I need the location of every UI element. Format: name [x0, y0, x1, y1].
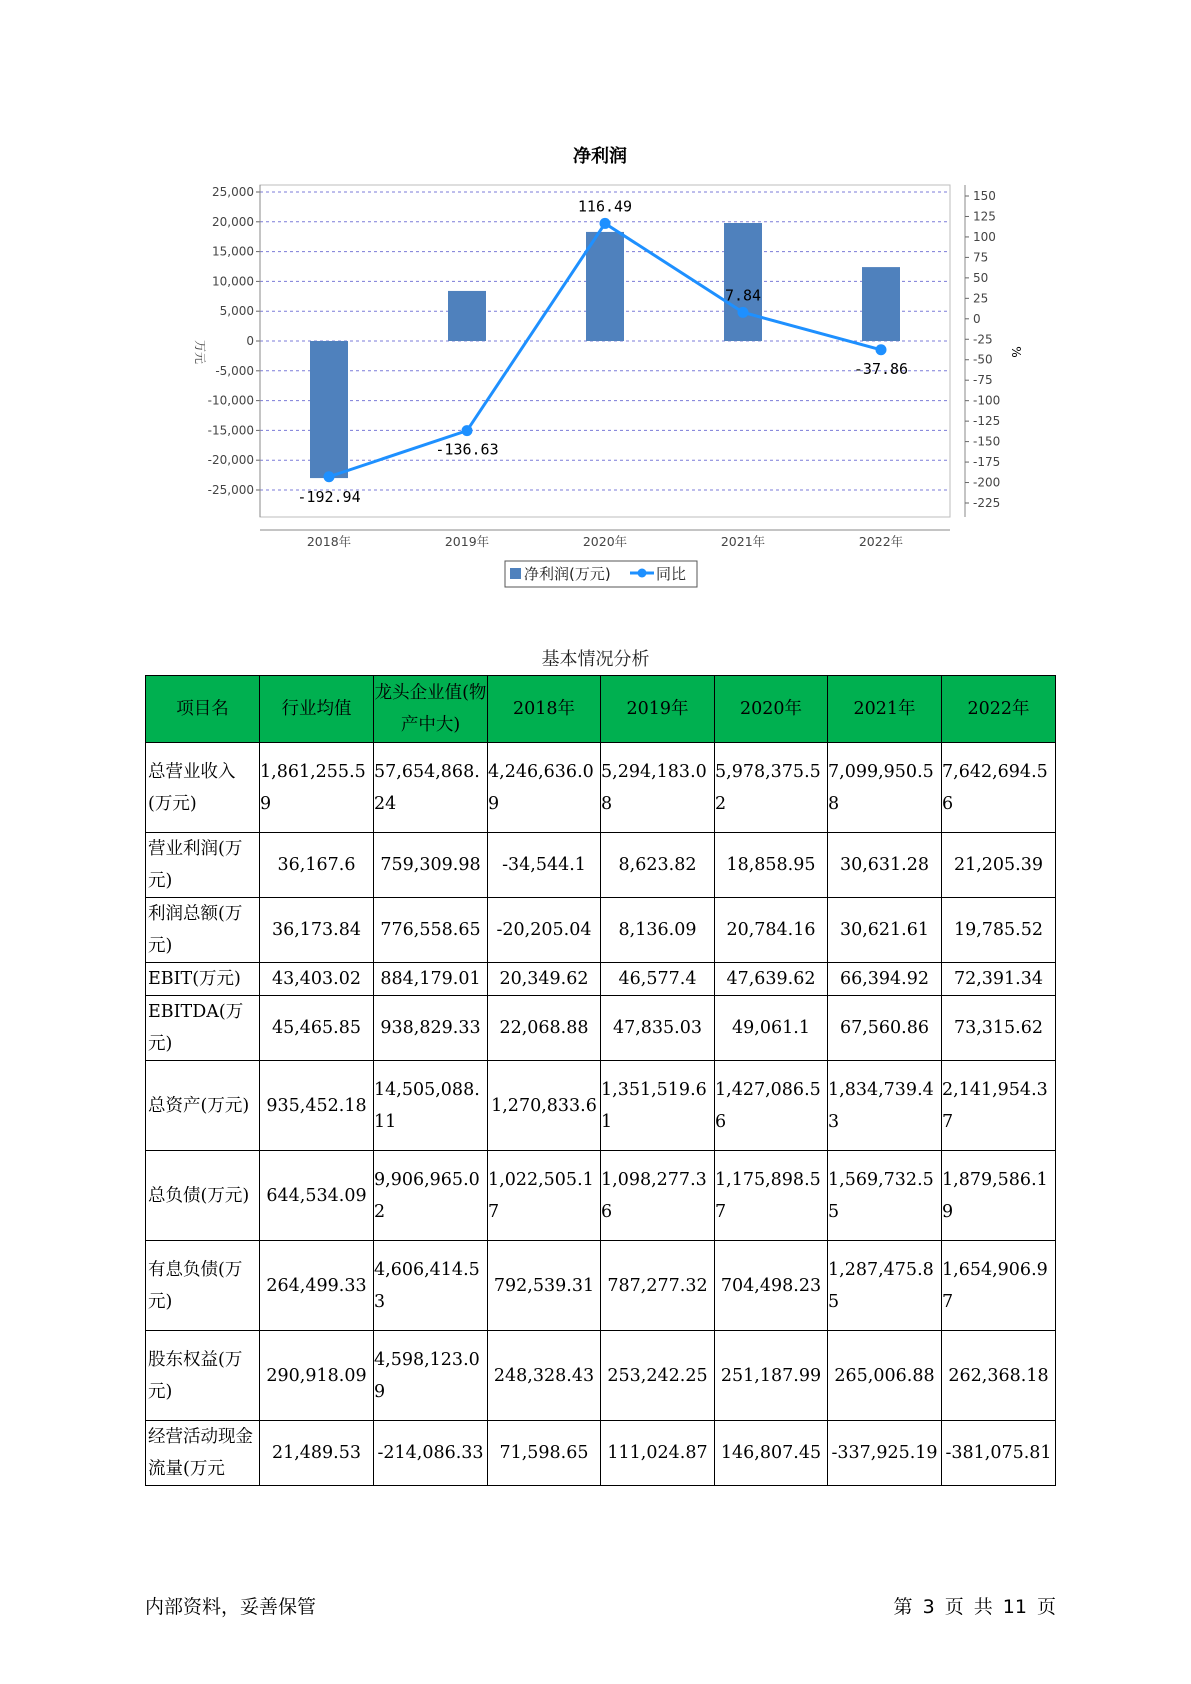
y-tick-label: 15,000: [212, 244, 254, 259]
table-cell: 935,452.18: [260, 1061, 374, 1151]
table-row: [146, 1151, 1056, 1241]
y2-tick-label: -50: [973, 352, 993, 367]
row-label: EBIT(万元): [146, 963, 260, 996]
table-cell: 7,099,950.58: [828, 743, 942, 833]
row-label: 有息负债(万元): [146, 1241, 260, 1331]
table-cell: -34,544.1: [488, 833, 601, 898]
table-header-cell: 项目名: [146, 676, 260, 743]
legend-bar-label: 净利润(万元): [524, 565, 611, 583]
table-cell: 938,829.33: [374, 996, 488, 1061]
table-cell: 1,270,833.6: [488, 1061, 601, 1151]
table-cell: 265,006.88: [828, 1331, 942, 1421]
table-cell: 262,368.18: [942, 1331, 1056, 1421]
table-cell: 5,294,183.08: [601, 743, 715, 833]
x-tick-label: 2022年: [858, 534, 904, 549]
table-header-cell: 行业均值: [260, 676, 374, 743]
table-cell: 67,560.86: [828, 996, 942, 1061]
table-row: [146, 898, 1056, 963]
table-cell: 20,349.62: [488, 963, 601, 996]
table-cell: 290,918.09: [260, 1331, 374, 1421]
table-cell: 30,631.28: [828, 833, 942, 898]
table-header-cell: 2022年: [942, 676, 1056, 743]
table-cell: 20,784.16: [715, 898, 828, 963]
table-cell: 18,858.95: [715, 833, 828, 898]
table-cell: 264,499.33: [260, 1241, 374, 1331]
table-cell: 1,879,586.19: [942, 1151, 1056, 1241]
table-cell: 21,489.53: [260, 1421, 374, 1486]
chart-title: 净利润: [573, 146, 627, 167]
y-tick-label: -20,000: [207, 453, 254, 468]
table-header-cell: 2020年: [715, 676, 828, 743]
table-header-cell: 2021年: [828, 676, 942, 743]
x-tick-label: 2019年: [444, 534, 490, 549]
table-cell: 21,205.39: [942, 833, 1056, 898]
table-cell: 47,639.62: [715, 963, 828, 996]
table-cell: 792,539.31: [488, 1241, 601, 1331]
table-cell: 1,861,255.59: [260, 743, 374, 833]
table-cell: -214,086.33: [374, 1421, 488, 1486]
row-label: 总营业收入(万元): [146, 743, 260, 833]
table-cell: 759,309.98: [374, 833, 488, 898]
table-header-cell: 龙头企业值(物产中大): [374, 676, 488, 743]
table-cell: 57,654,868.24: [374, 743, 488, 833]
table-cell: 45,465.85: [260, 996, 374, 1061]
table-cell: 704,498.23: [715, 1241, 828, 1331]
table-cell: 1,427,086.56: [715, 1061, 828, 1151]
footer-page-number: 第 3 页 共 11 页: [893, 1596, 1056, 1618]
table-header-cell: 2018年: [488, 676, 601, 743]
row-label: 利润总额(万元): [146, 898, 260, 963]
table-cell: 248,328.43: [488, 1331, 601, 1421]
row-label: 营业利润(万元): [146, 833, 260, 898]
table-row: [146, 1241, 1056, 1331]
y-tick-label: 10,000: [212, 274, 254, 289]
y2-tick-label: -175: [973, 455, 1001, 470]
table-cell: 644,534.09: [260, 1151, 374, 1241]
table-row: [146, 1331, 1056, 1421]
net-profit-chart: [0, 0, 1191, 600]
y2-tick-label: 100: [973, 229, 996, 244]
table-cell: 7,642,694.56: [942, 743, 1056, 833]
table-row: [146, 1421, 1056, 1486]
y2-tick-label: 50: [973, 270, 989, 285]
table-cell: 73,315.62: [942, 996, 1056, 1061]
x-tick-label: 2018年: [306, 534, 352, 549]
table-cell: 1,287,475.85: [828, 1241, 942, 1331]
y2-tick-label: -25: [973, 332, 993, 347]
y-tick-label: -10,000: [207, 393, 254, 408]
y-tick-label: 5,000: [219, 304, 254, 319]
table-header-row: [146, 676, 1056, 743]
y2-tick-label: 125: [973, 209, 996, 224]
table-cell: 66,394.92: [828, 963, 942, 996]
table-cell: 47,835.03: [601, 996, 715, 1061]
table-cell: -381,075.81: [942, 1421, 1056, 1486]
y2-axis-label: %: [1009, 346, 1023, 358]
table-cell: -337,925.19: [828, 1421, 942, 1486]
bar: [724, 223, 762, 341]
y-tick-label: -5,000: [215, 363, 254, 378]
table-cell: -20,205.04: [488, 898, 601, 963]
table-cell: 1,022,505.17: [488, 1151, 601, 1241]
yoy-data-label: -192.94: [297, 487, 361, 506]
table-cell: 36,173.84: [260, 898, 374, 963]
table-cell: 253,242.25: [601, 1331, 715, 1421]
table-cell: 884,179.01: [374, 963, 488, 996]
table-cell: 1,175,898.57: [715, 1151, 828, 1241]
table-row: [146, 963, 1056, 996]
row-label: EBITDA(万元): [146, 996, 260, 1061]
y2-tick-label: 75: [973, 250, 989, 265]
chart-canvas: [0, 0, 1191, 600]
y-tick-label: -15,000: [207, 423, 254, 438]
bar: [310, 341, 348, 478]
bar: [586, 232, 624, 341]
y2-tick-label: -225: [973, 496, 1001, 510]
table-header-cell: 2019年: [601, 676, 715, 743]
table-cell: 14,505,088.11: [374, 1061, 488, 1151]
yoy-data-label: -136.63: [435, 440, 499, 459]
table-cell: 1,654,906.97: [942, 1241, 1056, 1331]
table-cell: 111,024.87: [601, 1421, 715, 1486]
row-label: 经营活动现金流量(万元: [146, 1421, 260, 1486]
yoy-point: [324, 471, 335, 482]
table-cell: 43,403.02: [260, 963, 374, 996]
y2-tick-label: 0: [973, 311, 981, 326]
y2-tick-label: 150: [973, 189, 996, 203]
table-cell: 251,187.99: [715, 1331, 828, 1421]
table-cell: 36,167.6: [260, 833, 374, 898]
x-tick-label: 2020年: [582, 534, 628, 549]
table-cell: 1,098,277.36: [601, 1151, 715, 1241]
y2-tick-label: -100: [973, 393, 1001, 408]
table-row: [146, 833, 1056, 898]
table-cell: 8,623.82: [601, 833, 715, 898]
bar: [862, 267, 900, 341]
yoy-point: [600, 218, 611, 229]
legend-line-marker: [638, 569, 647, 578]
y2-tick-label: 25: [973, 291, 989, 306]
yoy-point: [462, 425, 473, 436]
y2-tick-label: -150: [973, 434, 1001, 449]
table-cell: 1,351,519.61: [601, 1061, 715, 1151]
table-cell: 787,277.32: [601, 1241, 715, 1331]
legend-bar-swatch: [510, 568, 521, 579]
table-cell: 776,558.65: [374, 898, 488, 963]
yoy-point: [876, 344, 887, 355]
yoy-data-label: 116.49: [577, 197, 633, 216]
row-label: 股东权益(万元): [146, 1331, 260, 1421]
table-cell: 146,807.45: [715, 1421, 828, 1486]
table-cell: 22,068.88: [488, 996, 601, 1061]
table-title: 基本情况分析: [541, 649, 650, 670]
yoy-data-label: 7.84: [724, 286, 762, 305]
table-cell: 4,598,123.09: [374, 1331, 488, 1421]
table-cell: 9,906,965.02: [374, 1151, 488, 1241]
table-cell: 1,834,739.43: [828, 1061, 942, 1151]
basic-analysis-table: [145, 675, 1056, 1486]
table-cell: 71,598.65: [488, 1421, 601, 1486]
bar: [448, 291, 486, 341]
table-cell: 1,569,732.55: [828, 1151, 942, 1241]
y-axis-label: 万元: [193, 339, 207, 365]
table-cell: 46,577.4: [601, 963, 715, 996]
table-cell: 72,391.34: [942, 963, 1056, 996]
table-row: [146, 743, 1056, 833]
y-tick-label: 20,000: [212, 214, 254, 229]
yoy-data-label: -37.86: [853, 359, 909, 378]
table-cell: 2,141,954.37: [942, 1061, 1056, 1151]
footer-confidential: 内部资料，妥善保管: [145, 1596, 317, 1618]
y2-tick-label: -125: [973, 414, 1001, 429]
table-cell: 5,978,375.52: [715, 743, 828, 833]
table-cell: 4,246,636.09: [488, 743, 601, 833]
row-label: 总资产(万元): [146, 1061, 260, 1151]
y2-tick-label: -200: [973, 475, 1001, 490]
x-tick-label: 2021年: [720, 534, 766, 549]
table-cell: 4,606,414.53: [374, 1241, 488, 1331]
y2-tick-label: -75: [973, 373, 993, 388]
y-tick-label: -25,000: [207, 483, 254, 497]
row-label: 总负债(万元): [146, 1151, 260, 1241]
table-cell: 49,061.1: [715, 996, 828, 1061]
y-tick-label: 0: [246, 334, 254, 348]
table-row: [146, 1061, 1056, 1151]
table-cell: 8,136.09: [601, 898, 715, 963]
table-cell: 30,621.61: [828, 898, 942, 963]
table-cell: 19,785.52: [942, 898, 1056, 963]
table-row: [146, 996, 1056, 1061]
legend-line-label: 同比: [656, 565, 687, 583]
y-tick-label: 25,000: [212, 185, 254, 199]
yoy-point: [738, 307, 749, 318]
